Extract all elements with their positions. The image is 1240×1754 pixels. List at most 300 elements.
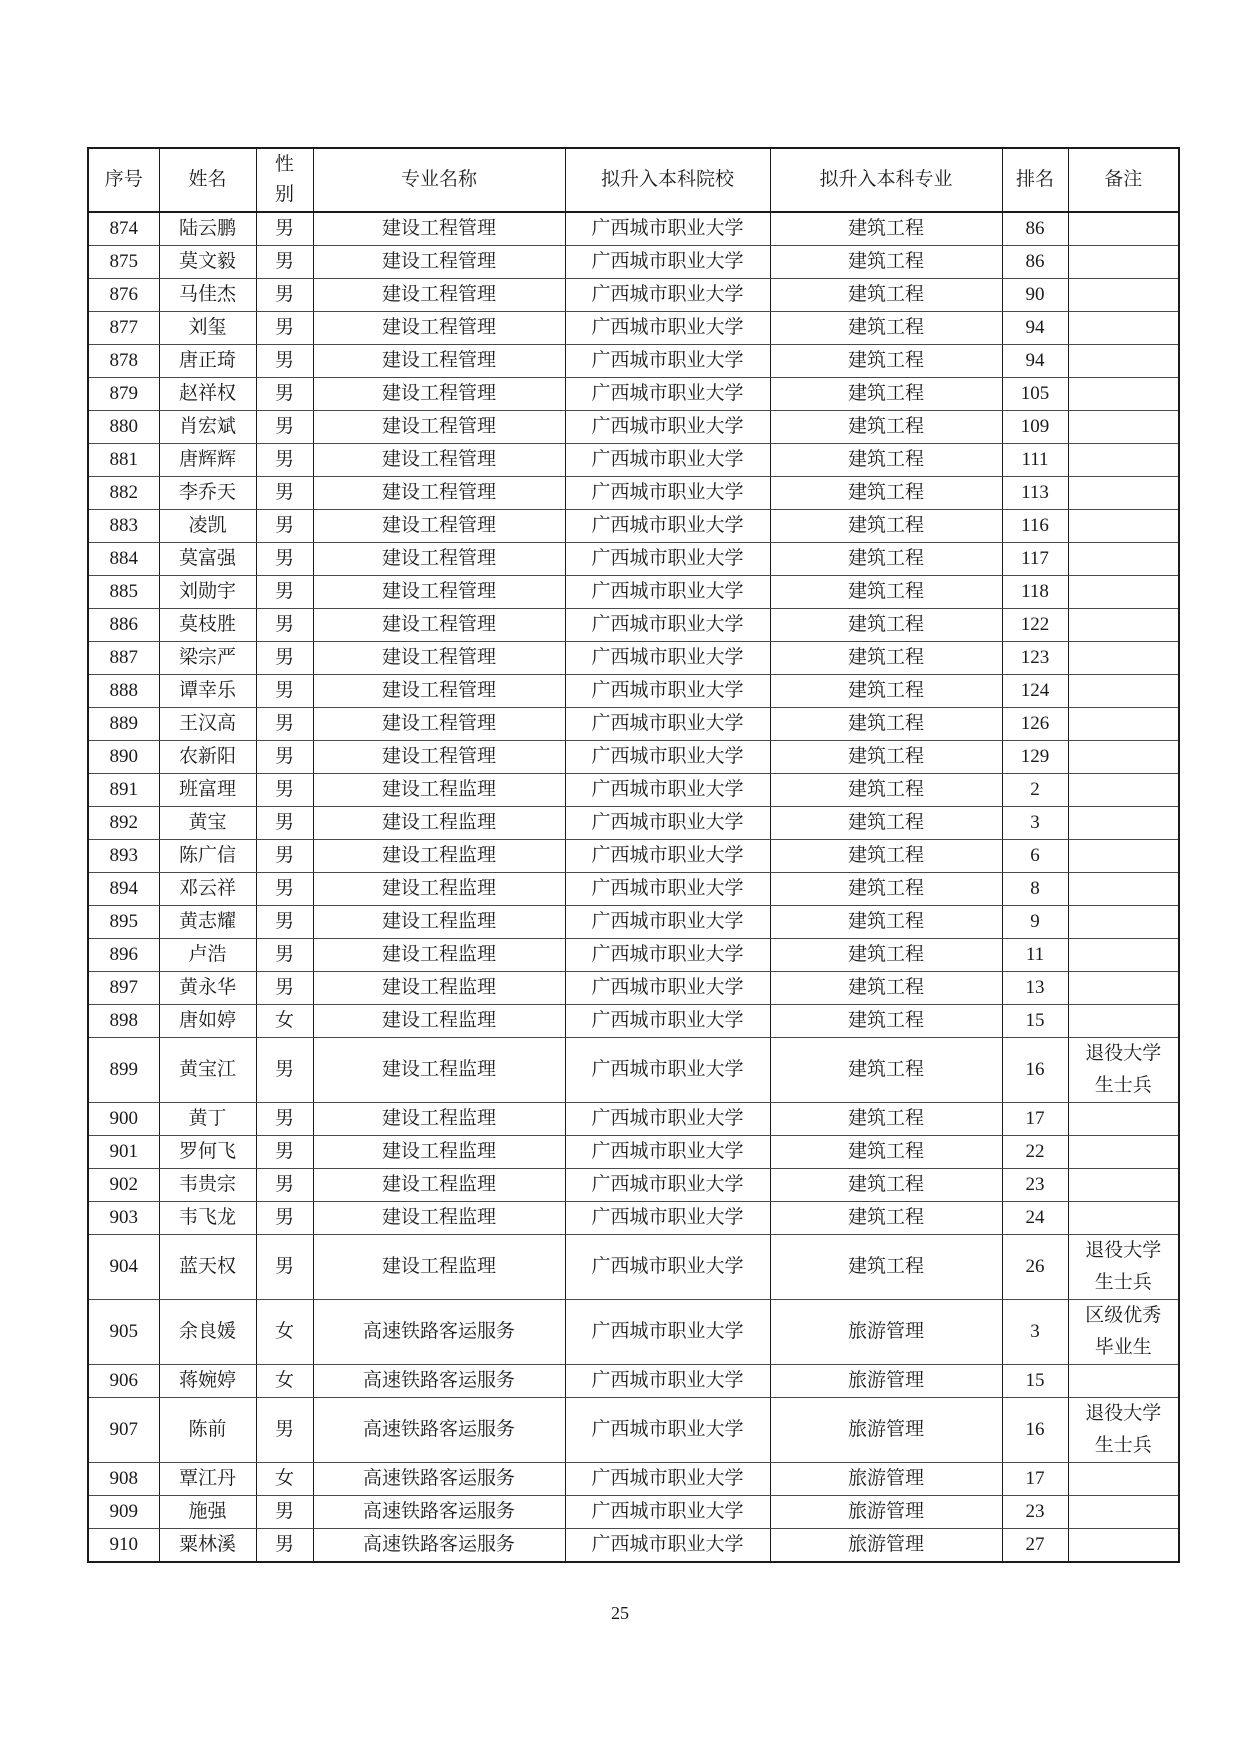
table-row [88,1169,1179,1202]
table-row [88,609,1179,642]
cell-name: 卢浩 [159,939,256,972]
cell-major: 建设工程管理 [313,444,565,477]
cell-major: 建设工程管理 [313,212,565,246]
cell-remark [1068,1496,1179,1529]
cell-gender: 男 [256,1496,313,1529]
cell-target_major: 建筑工程 [770,1235,1002,1300]
cell-rank: 113 [1002,477,1068,510]
cell-no: 877 [88,312,159,345]
cell-rank: 15 [1002,1365,1068,1398]
cell-rank: 116 [1002,510,1068,543]
cell-remark: 退役大学生士兵 [1068,1235,1179,1300]
cell-college: 广西城市职业大学 [565,510,770,543]
cell-no: 896 [88,939,159,972]
cell-name: 罗何飞 [159,1136,256,1169]
table-row [88,1463,1179,1496]
cell-target_major: 建筑工程 [770,972,1002,1005]
cell-rank: 3 [1002,807,1068,840]
cell-target_major: 建筑工程 [770,510,1002,543]
cell-gender: 男 [256,1136,313,1169]
cell-rank: 17 [1002,1463,1068,1496]
cell-rank: 123 [1002,642,1068,675]
cell-gender: 男 [256,807,313,840]
cell-major: 建设工程管理 [313,543,565,576]
cell-name: 王汉高 [159,708,256,741]
cell-name: 莫文毅 [159,246,256,279]
cell-college: 广西城市职业大学 [565,576,770,609]
cell-gender: 女 [256,1365,313,1398]
table-row [88,741,1179,774]
cell-target_major: 建筑工程 [770,543,1002,576]
cell-remark [1068,510,1179,543]
cell-target_major: 建筑工程 [770,477,1002,510]
table-body [88,212,1179,1562]
table-row [88,576,1179,609]
cell-college: 广西城市职业大学 [565,1136,770,1169]
cell-major: 建设工程管理 [313,345,565,378]
table-row [88,312,1179,345]
cell-no: 879 [88,378,159,411]
cell-gender: 男 [256,1529,313,1563]
cell-no: 886 [88,609,159,642]
cell-target_major: 建筑工程 [770,1169,1002,1202]
cell-major: 建设工程监理 [313,1038,565,1103]
table-row [88,1005,1179,1038]
cell-major: 建设工程管理 [313,246,565,279]
cell-name: 韦贵宗 [159,1169,256,1202]
cell-name: 农新阳 [159,741,256,774]
table-row [88,1365,1179,1398]
cell-major: 建设工程管理 [313,741,565,774]
cell-college: 广西城市职业大学 [565,1529,770,1563]
cell-rank: 22 [1002,1136,1068,1169]
cell-no: 878 [88,345,159,378]
cell-gender: 男 [256,1235,313,1300]
cell-college: 广西城市职业大学 [565,378,770,411]
cell-college: 广西城市职业大学 [565,1005,770,1038]
cell-remark [1068,609,1179,642]
cell-target_major: 建筑工程 [770,246,1002,279]
cell-major: 建设工程管理 [313,576,565,609]
cell-gender: 男 [256,1398,313,1463]
cell-major: 建设工程管理 [313,609,565,642]
cell-rank: 111 [1002,444,1068,477]
cell-gender: 男 [256,212,313,246]
cell-no: 894 [88,873,159,906]
cell-name: 莫富强 [159,543,256,576]
cell-gender: 男 [256,444,313,477]
cell-remark [1068,477,1179,510]
table-row [88,378,1179,411]
cell-rank: 124 [1002,675,1068,708]
cell-college: 广西城市职业大学 [565,609,770,642]
cell-college: 广西城市职业大学 [565,675,770,708]
cell-gender: 男 [256,246,313,279]
cell-major: 建设工程监理 [313,873,565,906]
cell-remark [1068,840,1179,873]
cell-college: 广西城市职业大学 [565,312,770,345]
cell-remark [1068,807,1179,840]
cell-no: 906 [88,1365,159,1398]
cell-rank: 122 [1002,609,1068,642]
cell-major: 建设工程监理 [313,840,565,873]
cell-name: 黄宝江 [159,1038,256,1103]
cell-no: 880 [88,411,159,444]
cell-name: 马佳杰 [159,279,256,312]
cell-rank: 117 [1002,543,1068,576]
cell-target_major: 建筑工程 [770,939,1002,972]
cell-no: 891 [88,774,159,807]
cell-no: 898 [88,1005,159,1038]
cell-target_major: 旅游管理 [770,1398,1002,1463]
cell-major: 建设工程监理 [313,1136,565,1169]
cell-remark [1068,312,1179,345]
cell-college: 广西城市职业大学 [565,1398,770,1463]
cell-rank: 3 [1002,1300,1068,1365]
cell-remark [1068,576,1179,609]
cell-name: 唐正琦 [159,345,256,378]
table-row [88,675,1179,708]
cell-name: 余良媛 [159,1300,256,1365]
cell-gender: 男 [256,873,313,906]
cell-rank: 126 [1002,708,1068,741]
table-row [88,1202,1179,1235]
cell-major: 建设工程管理 [313,708,565,741]
cell-remark [1068,246,1179,279]
cell-no: 900 [88,1103,159,1136]
cell-remark [1068,378,1179,411]
cell-major: 高速铁路客运服务 [313,1365,565,1398]
col-header-rank: 排名 [1002,148,1068,212]
cell-major: 高速铁路客运服务 [313,1398,565,1463]
cell-rank: 90 [1002,279,1068,312]
cell-rank: 27 [1002,1529,1068,1563]
cell-gender: 男 [256,411,313,444]
cell-name: 凌凯 [159,510,256,543]
cell-college: 广西城市职业大学 [565,972,770,1005]
cell-no: 903 [88,1202,159,1235]
col-header-remark: 备注 [1068,148,1179,212]
cell-target_major: 建筑工程 [770,1005,1002,1038]
cell-target_major: 建筑工程 [770,873,1002,906]
cell-name: 蒋婉婷 [159,1365,256,1398]
cell-name: 肖宏斌 [159,411,256,444]
cell-no: 885 [88,576,159,609]
cell-rank: 105 [1002,378,1068,411]
cell-rank: 24 [1002,1202,1068,1235]
cell-major: 建设工程管理 [313,312,565,345]
cell-gender: 男 [256,543,313,576]
cell-name: 李乔天 [159,477,256,510]
cell-college: 广西城市职业大学 [565,840,770,873]
cell-target_major: 建筑工程 [770,675,1002,708]
cell-name: 唐如婷 [159,1005,256,1038]
table-row [88,642,1179,675]
cell-target_major: 旅游管理 [770,1529,1002,1563]
cell-name: 施强 [159,1496,256,1529]
cell-target_major: 建筑工程 [770,906,1002,939]
cell-no: 904 [88,1235,159,1300]
cell-gender: 男 [256,741,313,774]
student-roster-table [87,147,1180,1563]
cell-name: 陈前 [159,1398,256,1463]
cell-major: 建设工程监理 [313,807,565,840]
cell-gender: 男 [256,774,313,807]
cell-name: 黄丁 [159,1103,256,1136]
table-row [88,972,1179,1005]
cell-college: 广西城市职业大学 [565,1365,770,1398]
cell-remark [1068,1529,1179,1563]
cell-target_major: 建筑工程 [770,1103,1002,1136]
cell-target_major: 建筑工程 [770,609,1002,642]
cell-target_major: 建筑工程 [770,1136,1002,1169]
cell-no: 895 [88,906,159,939]
cell-gender: 男 [256,378,313,411]
table-row [88,774,1179,807]
cell-rank: 13 [1002,972,1068,1005]
cell-gender: 男 [256,477,313,510]
cell-rank: 23 [1002,1169,1068,1202]
cell-name: 赵祥权 [159,378,256,411]
cell-remark [1068,1005,1179,1038]
page-number: 25 [611,1603,629,1623]
cell-target_major: 建筑工程 [770,345,1002,378]
cell-no: 897 [88,972,159,1005]
cell-remark [1068,675,1179,708]
cell-remark [1068,444,1179,477]
cell-gender: 男 [256,1169,313,1202]
cell-no: 876 [88,279,159,312]
cell-remark [1068,345,1179,378]
cell-rank: 109 [1002,411,1068,444]
cell-remark [1068,774,1179,807]
cell-target_major: 建筑工程 [770,840,1002,873]
cell-no: 874 [88,212,159,246]
cell-major: 建设工程管理 [313,642,565,675]
cell-no: 890 [88,741,159,774]
cell-remark [1068,1202,1179,1235]
cell-no: 899 [88,1038,159,1103]
cell-name: 班富理 [159,774,256,807]
cell-remark [1068,642,1179,675]
cell-major: 高速铁路客运服务 [313,1463,565,1496]
cell-rank: 23 [1002,1496,1068,1529]
cell-college: 广西城市职业大学 [565,212,770,246]
cell-rank: 16 [1002,1038,1068,1103]
table-row [88,1136,1179,1169]
cell-remark [1068,1365,1179,1398]
cell-target_major: 建筑工程 [770,642,1002,675]
table-row [88,345,1179,378]
cell-major: 高速铁路客运服务 [313,1300,565,1365]
cell-rank: 118 [1002,576,1068,609]
table-row [88,873,1179,906]
header-row [88,148,1179,212]
cell-college: 广西城市职业大学 [565,774,770,807]
cell-major: 建设工程监理 [313,1005,565,1038]
cell-target_major: 建筑工程 [770,279,1002,312]
cell-no: 883 [88,510,159,543]
cell-gender: 男 [256,609,313,642]
cell-gender: 男 [256,312,313,345]
table-row [88,840,1179,873]
cell-major: 建设工程管理 [313,279,565,312]
table-row [88,1103,1179,1136]
cell-gender: 男 [256,972,313,1005]
cell-rank: 129 [1002,741,1068,774]
cell-major: 建设工程监理 [313,906,565,939]
cell-no: 889 [88,708,159,741]
col-header-name: 姓名 [159,148,256,212]
cell-college: 广西城市职业大学 [565,1496,770,1529]
table-row [88,477,1179,510]
cell-rank: 9 [1002,906,1068,939]
cell-target_major: 建筑工程 [770,411,1002,444]
cell-gender: 女 [256,1005,313,1038]
cell-name: 覃江丹 [159,1463,256,1496]
table-row [88,939,1179,972]
cell-target_major: 建筑工程 [770,378,1002,411]
cell-rank: 2 [1002,774,1068,807]
cell-major: 建设工程监理 [313,1202,565,1235]
cell-gender: 男 [256,279,313,312]
cell-target_major: 建筑工程 [770,708,1002,741]
table-row [88,1038,1179,1103]
cell-rank: 26 [1002,1235,1068,1300]
cell-gender: 男 [256,939,313,972]
cell-gender: 男 [256,642,313,675]
cell-college: 广西城市职业大学 [565,411,770,444]
cell-name: 黄志耀 [159,906,256,939]
cell-no: 907 [88,1398,159,1463]
cell-name: 邓云祥 [159,873,256,906]
cell-major: 建设工程监理 [313,774,565,807]
cell-name: 粟林溪 [159,1529,256,1563]
cell-remark [1068,279,1179,312]
cell-target_major: 建筑工程 [770,1202,1002,1235]
cell-rank: 16 [1002,1398,1068,1463]
cell-remark [1068,1463,1179,1496]
cell-name: 梁宗严 [159,642,256,675]
cell-college: 广西城市职业大学 [565,279,770,312]
cell-no: 875 [88,246,159,279]
cell-gender: 男 [256,1103,313,1136]
cell-major: 高速铁路客运服务 [313,1496,565,1529]
cell-gender: 男 [256,1038,313,1103]
col-header-major: 专业名称 [313,148,565,212]
cell-name: 陈广信 [159,840,256,873]
cell-name: 刘勋宇 [159,576,256,609]
cell-name: 唐辉辉 [159,444,256,477]
cell-no: 887 [88,642,159,675]
cell-major: 建设工程监理 [313,1103,565,1136]
cell-rank: 86 [1002,246,1068,279]
cell-remark: 退役大学生士兵 [1068,1398,1179,1463]
cell-rank: 94 [1002,312,1068,345]
cell-college: 广西城市职业大学 [565,708,770,741]
cell-gender: 男 [256,1202,313,1235]
cell-major: 建设工程管理 [313,510,565,543]
cell-remark [1068,741,1179,774]
cell-rank: 8 [1002,873,1068,906]
cell-gender: 男 [256,675,313,708]
cell-no: 888 [88,675,159,708]
cell-no: 881 [88,444,159,477]
cell-name: 刘玺 [159,312,256,345]
cell-remark [1068,939,1179,972]
cell-no: 909 [88,1496,159,1529]
cell-rank: 86 [1002,212,1068,246]
cell-remark [1068,1169,1179,1202]
cell-college: 广西城市职业大学 [565,1463,770,1496]
cell-major: 建设工程管理 [313,411,565,444]
table-row [88,1235,1179,1300]
cell-college: 广西城市职业大学 [565,1103,770,1136]
cell-target_major: 建筑工程 [770,1038,1002,1103]
cell-rank: 6 [1002,840,1068,873]
cell-target_major: 建筑工程 [770,807,1002,840]
cell-remark [1068,708,1179,741]
cell-college: 广西城市职业大学 [565,246,770,279]
cell-no: 884 [88,543,159,576]
table-row [88,444,1179,477]
cell-remark: 区级优秀毕业生 [1068,1300,1179,1365]
table-row [88,1398,1179,1463]
cell-rank: 15 [1002,1005,1068,1038]
cell-target_major: 建筑工程 [770,444,1002,477]
col-header-college: 拟升入本科院校 [565,148,770,212]
cell-remark [1068,972,1179,1005]
cell-name: 韦飞龙 [159,1202,256,1235]
cell-gender: 男 [256,510,313,543]
cell-remark [1068,1103,1179,1136]
cell-major: 建设工程管理 [313,378,565,411]
cell-gender: 男 [256,576,313,609]
cell-college: 广西城市职业大学 [565,345,770,378]
table-row [88,1529,1179,1563]
cell-target_major: 旅游管理 [770,1300,1002,1365]
table-row [88,543,1179,576]
cell-name: 蓝天权 [159,1235,256,1300]
cell-college: 广西城市职业大学 [565,1202,770,1235]
cell-remark: 退役大学生士兵 [1068,1038,1179,1103]
col-header-no: 序号 [88,148,159,212]
cell-major: 建设工程管理 [313,675,565,708]
cell-gender: 男 [256,906,313,939]
cell-gender: 男 [256,840,313,873]
cell-college: 广西城市职业大学 [565,543,770,576]
cell-target_major: 旅游管理 [770,1496,1002,1529]
cell-college: 广西城市职业大学 [565,444,770,477]
cell-college: 广西城市职业大学 [565,1169,770,1202]
cell-college: 广西城市职业大学 [565,873,770,906]
cell-name: 黄宝 [159,807,256,840]
cell-no: 893 [88,840,159,873]
cell-target_major: 建筑工程 [770,774,1002,807]
cell-remark [1068,873,1179,906]
cell-gender: 女 [256,1300,313,1365]
cell-college: 广西城市职业大学 [565,1235,770,1300]
cell-major: 建设工程管理 [313,477,565,510]
table-row [88,510,1179,543]
table-row [88,1496,1179,1529]
cell-college: 广西城市职业大学 [565,1038,770,1103]
cell-college: 广西城市职业大学 [565,741,770,774]
table-row [88,807,1179,840]
cell-college: 广西城市职业大学 [565,807,770,840]
cell-target_major: 旅游管理 [770,1463,1002,1496]
cell-remark [1068,411,1179,444]
